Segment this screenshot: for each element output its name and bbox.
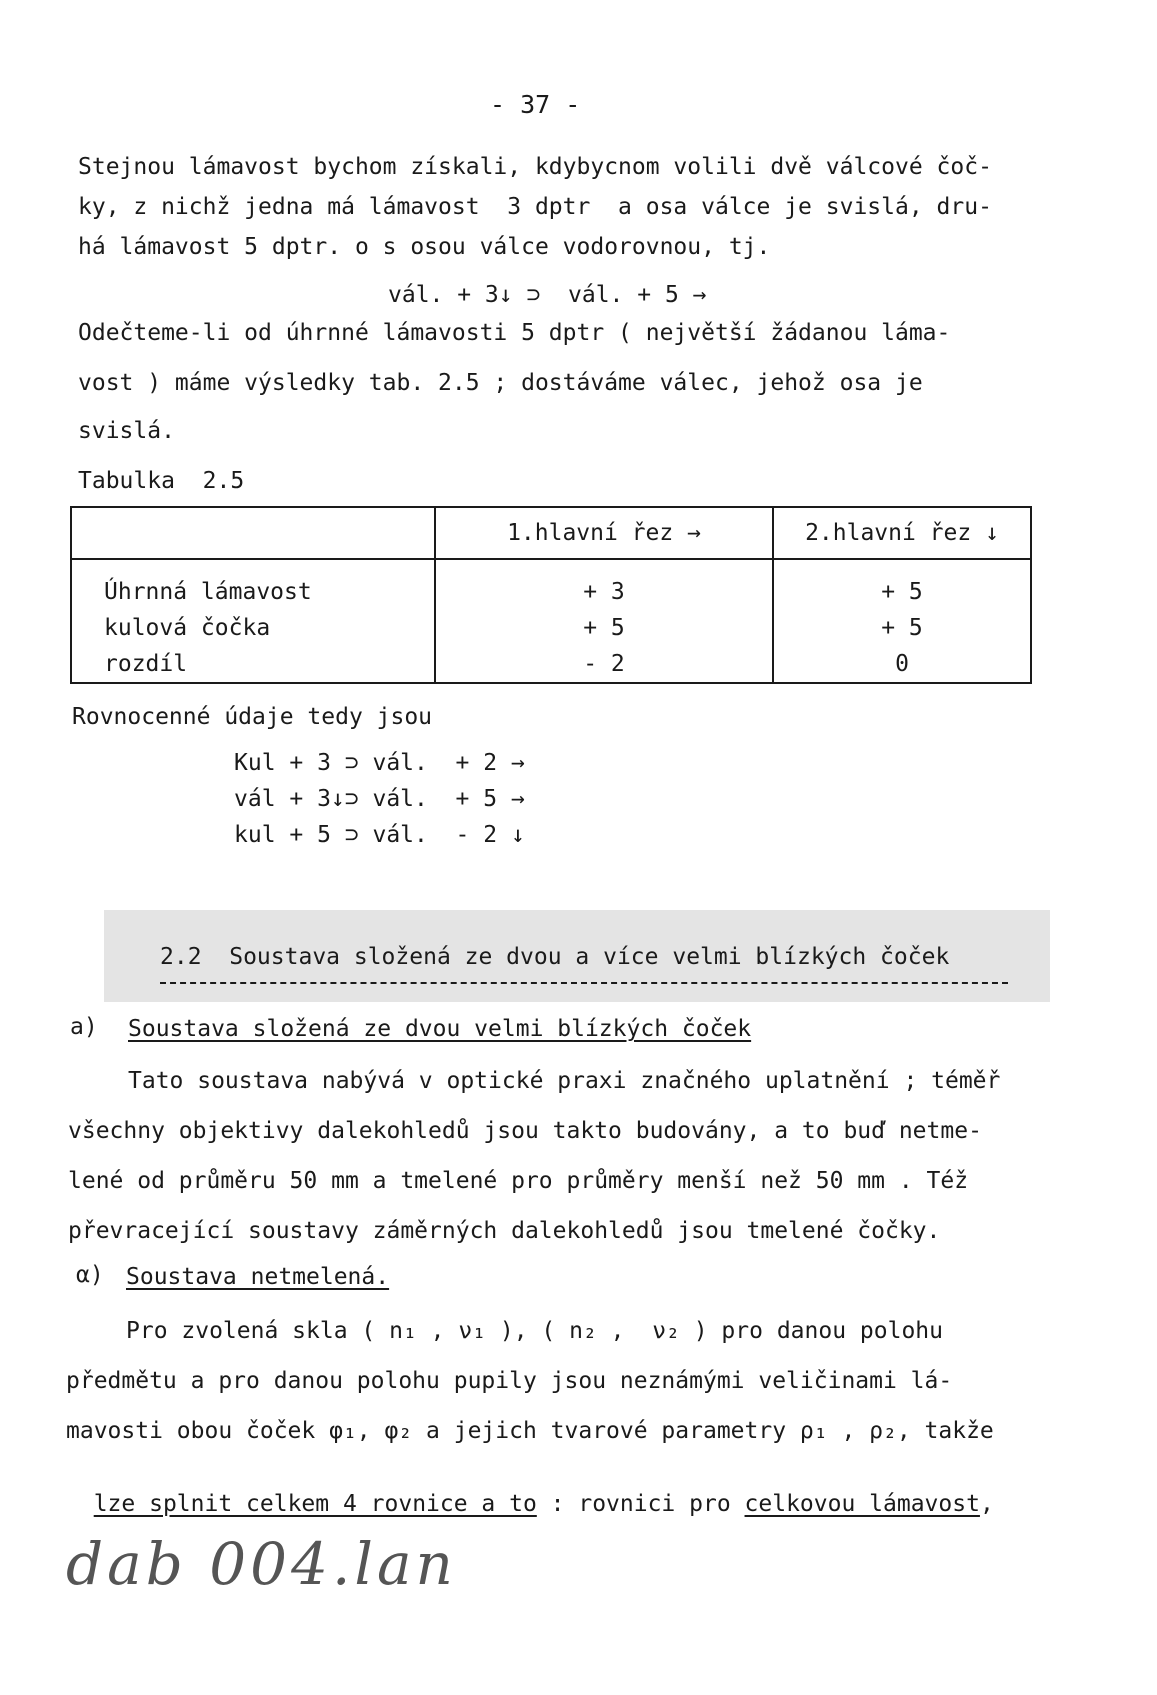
paragraph-line: mavosti obou čoček φ₁, φ₂ a jejich tvarové parametry ρ₁ , ρ₂, takže xyxy=(66,1418,994,1444)
table-header-cell: 2.hlavní řez ↓ xyxy=(773,507,1031,559)
table-header-cell: 1.hlavní řez → xyxy=(435,507,773,559)
intro-line: há lámavost 5 dptr. o s osou válce vodorovnou, tj. xyxy=(78,234,771,260)
cell-value: 0 xyxy=(895,651,909,677)
plain-phrase: : rovnici pro xyxy=(536,1491,745,1517)
refraction-table xyxy=(70,506,1032,684)
intro-line: ky, z nichž jedna má lámavost 3 dptr a osa válce je svislá, dru- xyxy=(78,194,992,220)
row-label: Úhrnná lámavost xyxy=(104,579,312,605)
subsection-title: Soustava složená ze dvou velmi blízkých čoček xyxy=(128,1016,752,1042)
equivalence-line: Kul + 3 ⊃ vál. + 2 → xyxy=(234,750,525,776)
paragraph-line: lené od průměru 50 mm a tmelené pro průměry menší než 50 mm . Též xyxy=(68,1168,969,1194)
row-label: kulová čočka xyxy=(104,615,271,641)
table-row xyxy=(71,559,1031,683)
paragraph-line: převracející soustavy záměrných dalekohledů jsou tmelené čočky. xyxy=(68,1218,941,1244)
paragraph-line: všechny objektivy dalekohledů jsou takto budovány, a to buď netme- xyxy=(68,1118,982,1144)
row-label: rozdíl xyxy=(104,651,188,677)
subsection-marker: α) xyxy=(76,1262,104,1288)
cell-value: - 2 xyxy=(583,651,625,677)
equivalence-line: vál + 3↓⊃ vál. + 5 → xyxy=(234,786,525,812)
table-cell-section1 xyxy=(435,559,773,683)
cell-value: + 5 xyxy=(583,615,625,641)
paragraph-line-last xyxy=(66,1470,994,1516)
underlined-phrase: lze splnit celkem 4 rovnice a to xyxy=(93,1491,537,1517)
handwritten-note: dab 004.lan xyxy=(66,1530,457,1598)
plain-phrase: , xyxy=(979,1491,994,1517)
intro-line: Stejnou lámavost bychom získali, kdybycnom volili dvě válcové čoč- xyxy=(78,154,992,180)
cell-value: + 5 xyxy=(881,579,923,605)
table-cell-section2 xyxy=(773,559,1031,683)
paragraph-line: Odečteme-li od úhrnné lámavosti 5 dptr ( největší žádanou láma- xyxy=(78,320,951,346)
equivalence-intro: Rovnocenné údaje tedy jsou xyxy=(72,704,433,730)
table-cell-labels xyxy=(71,559,435,683)
section-heading: 2.2 Soustava složená ze dvou a více velmi blízkých čoček xyxy=(160,944,950,970)
subsection-marker: a) xyxy=(70,1014,98,1040)
underlined-phrase: celkovou lámavost xyxy=(744,1491,980,1517)
equation: vál. + 3↓ ⊃ vál. + 5 → xyxy=(388,282,707,308)
cell-value: + 5 xyxy=(881,615,923,641)
paragraph-line: Pro zvolená skla ( n₁ , ν₁ ), ( n₂ , ν₂ ) pro danou polohu xyxy=(126,1318,943,1344)
page-number: - 37 - xyxy=(490,90,581,119)
cell-value: + 3 xyxy=(583,579,625,605)
table-header-row xyxy=(71,507,1031,559)
equivalence-line: kul + 5 ⊃ vál. - 2 ↓ xyxy=(234,822,525,848)
paragraph-line: předmětu a pro danou polohu pupily jsou neznámými veličinami lá- xyxy=(66,1368,953,1394)
subsection-title: Soustava netmelená. xyxy=(126,1264,390,1290)
paragraph-line: svislá. xyxy=(78,418,175,444)
table-caption: Tabulka 2.5 xyxy=(78,468,245,494)
heading-dashed-rule xyxy=(160,982,1008,984)
table-header-cell xyxy=(71,507,435,559)
paragraph-line: Tato soustava nabývá v optické praxi značného uplatnění ; téměř xyxy=(128,1068,1001,1094)
paragraph-line: vost ) máme výsledky tab. 2.5 ; dostáváme válec, jehož osa je xyxy=(78,370,923,396)
